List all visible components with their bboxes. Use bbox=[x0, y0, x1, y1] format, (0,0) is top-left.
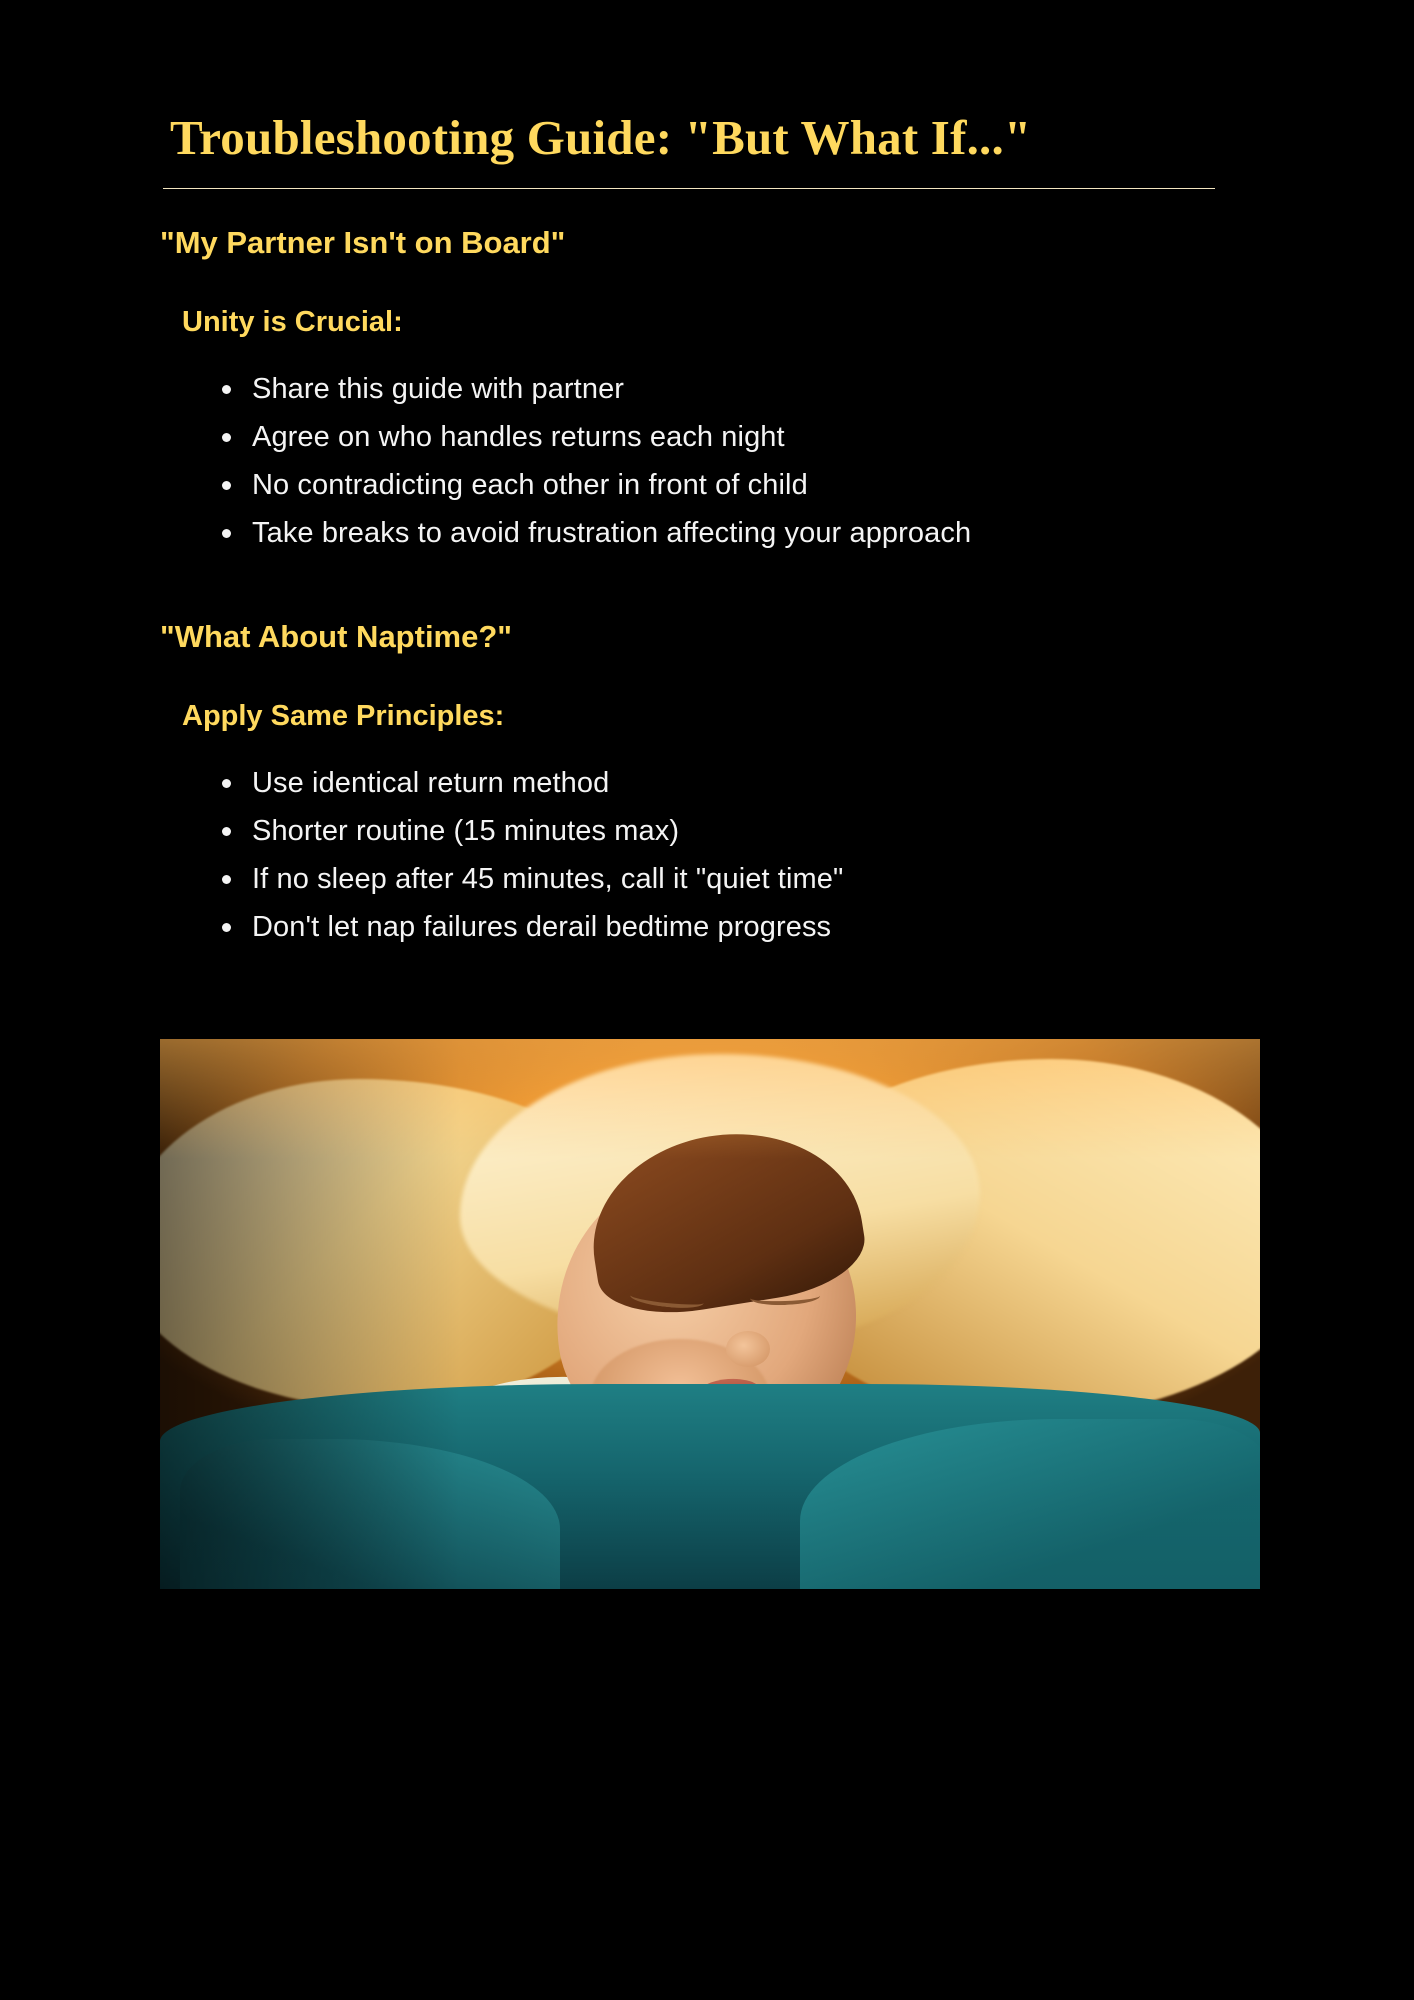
list-item: No contradicting each other in front of child bbox=[208, 465, 1254, 505]
section-spacer bbox=[160, 561, 1254, 583]
page-title: Troubleshooting Guide: "But What If..." bbox=[170, 110, 1032, 165]
title-divider bbox=[163, 188, 1215, 189]
list-item: Shorter routine (15 minutes max) bbox=[208, 811, 1254, 851]
list-item: Take breaks to avoid frustration affecting your approach bbox=[208, 513, 1254, 553]
photo-glow-top bbox=[160, 1039, 1260, 1159]
sub-heading-unity: Unity is Crucial: bbox=[182, 305, 403, 338]
list-item: Share this guide with partner bbox=[208, 369, 1254, 409]
list-item: Don't let nap failures derail bedtime progress bbox=[208, 907, 1254, 947]
bullet-list-naptime bbox=[160, 763, 1254, 947]
list-item: Agree on who handles returns each night bbox=[208, 417, 1254, 457]
photo-container bbox=[160, 1039, 1260, 1589]
sleeping-child-photo bbox=[160, 1039, 1260, 1589]
sub-heading-principles: Apply Same Principles: bbox=[182, 699, 505, 732]
section-heading-naptime: "What About Naptime?" bbox=[160, 619, 512, 655]
section-heading-partner: "My Partner Isn't on Board" bbox=[160, 225, 566, 261]
list-item: Use identical return method bbox=[208, 763, 1254, 803]
list-item: If no sleep after 45 minutes, call it "quiet time" bbox=[208, 859, 1254, 899]
bullet-list-unity bbox=[160, 369, 1254, 553]
